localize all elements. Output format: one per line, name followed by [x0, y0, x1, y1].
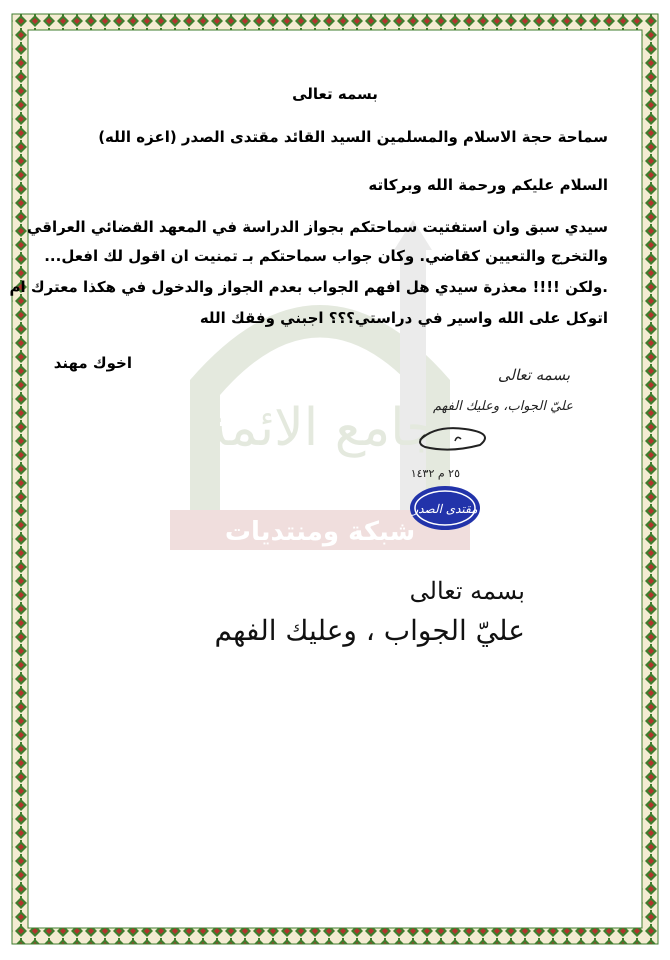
- letter-signoff: اخوك مهند: [53, 354, 132, 372]
- reply-heading: بسمه تعالى: [409, 577, 525, 605]
- watermark-subtitle: شبكة ومنتديات: [224, 517, 416, 547]
- body-line-3: .ولكن !!!! معذرة سيدي هل افهم الجواب بعدم الجواز والدخول في هكذا معترك ام: [9, 278, 608, 296]
- letter-addressee: سماحة حجة الاسلام والمسلمين السيد القائد مقتدى الصدر (اعزه الله): [98, 128, 608, 146]
- official-stamp: [405, 478, 485, 538]
- letter-greeting: السلام عليكم ورحمة الله وبركاته: [368, 176, 608, 194]
- handwritten-date: ٢٥ م ١٤٣٢: [410, 467, 460, 480]
- handwritten-heading: بسمه تعالى: [497, 366, 570, 384]
- body-line-4: اتوكل على الله واسير في دراستي؟؟؟ اجبني وفقك الله: [199, 309, 608, 327]
- watermark-title: جامع الائمة: [201, 398, 439, 458]
- reply-text: عليّ الجواب ، وعليك الفهم: [214, 614, 525, 647]
- handwritten-text: عليّ الجواب، وعليك الفهم: [432, 399, 573, 414]
- body-line-2: والتخرج والتعيين كقاضي. وكان جواب سماحتكم بـ تمنيت ان اقول لك افعل...: [44, 247, 608, 265]
- stamp-text: مقتدى الصدر: [412, 502, 478, 516]
- body-line-1: سيدي سبق وان استفتيت سماحتكم بجواز الدراسة في المعهد القضائي العراقي: [26, 218, 608, 236]
- letter-heading: بسمه تعالى: [292, 85, 378, 103]
- signature-icon: [420, 428, 485, 449]
